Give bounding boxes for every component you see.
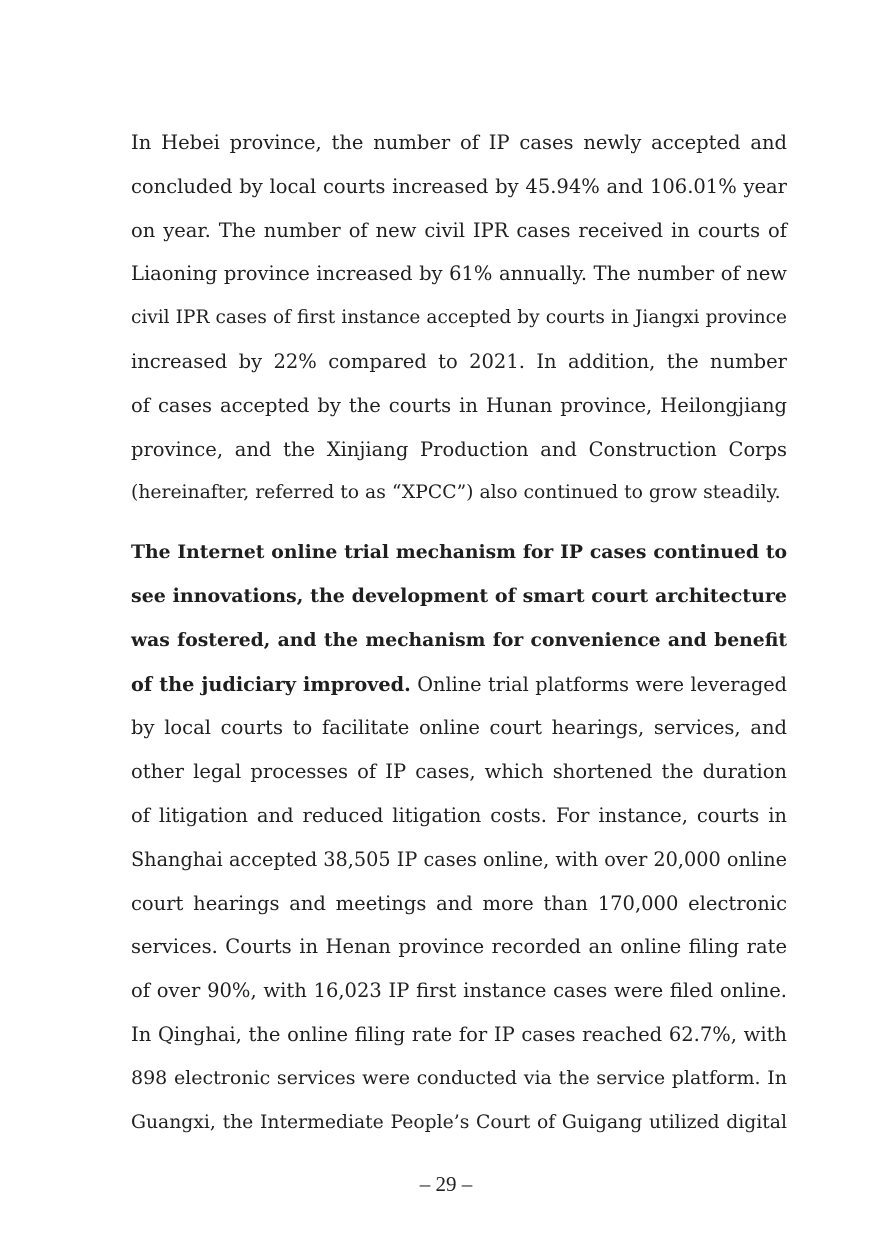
text-line: of litigation and reduced litigation costs. For instance, courts in [131,803,787,827]
heading-line: see innovations, the development of smart court architecture [131,584,787,607]
text-line: (hereinafter, referred to as “XPCC”) also continued to grow steadily. [131,482,781,504]
text-line: court hearings and meetings and more than 170,000 electronic [131,891,787,915]
heading-line: The Internet online trial mechanism for IP cases continued to [131,541,787,564]
text-line: province, and the Xinjiang Production and Construction Corps [131,437,787,461]
heading-line: was fostered, and the mechanism for convenience and benefit [131,628,787,651]
text-line: services. Courts in Henan province recorded an online filing rate [131,935,787,959]
text-line: by local courts to facilitate online court hearings, services, and [131,716,787,740]
text-line: Shanghai accepted 38,505 IP cases online, with over 20,000 online [131,847,787,871]
text-line: other legal processes of IP cases, which shortened the duration [131,760,787,784]
document-page [131,121,787,1144]
page-number: – 29 – [419,1172,473,1196]
text-line: In Hebei province, the number of IP cases newly accepted and [131,131,787,154]
body-run: Online trial platforms were leveraged [410,672,787,696]
text-line: of cases accepted by the courts in Hunan province, Heilongjiang [131,393,787,417]
heading-run: of the judiciary improved. [131,672,411,696]
mixed-line [131,663,787,707]
text-line: concluded by local courts increased by 45.94% and 106.01% year [131,174,787,198]
text-line: of over 90%, with 16,023 IP first instance cases were filed online. [131,979,787,1003]
text-line: on year. The number of new civil IPR cases received in courts of [131,218,787,242]
paragraph-ip-case-statistics [131,121,787,515]
text-line: increased by 22% compared to 2021. In addition, the number [131,349,787,373]
paragraph-spacer [131,515,787,531]
text-line: Liaoning province increased by 61% annually. The number of new [131,262,787,286]
text-line: In Qinghai, the online filing rate for IP cases reached 62.7%, with [131,1022,787,1046]
text-line: 898 electronic services were conducted via the service platform. In [131,1066,787,1089]
text-line: Guangxi, the Intermediate People’s Court of Guigang utilized digital [131,1111,787,1133]
paragraph-online-trial-mechanism [131,531,787,1144]
text-line: civil IPR cases of first instance accepted by courts in Jiangxi province [131,307,787,329]
